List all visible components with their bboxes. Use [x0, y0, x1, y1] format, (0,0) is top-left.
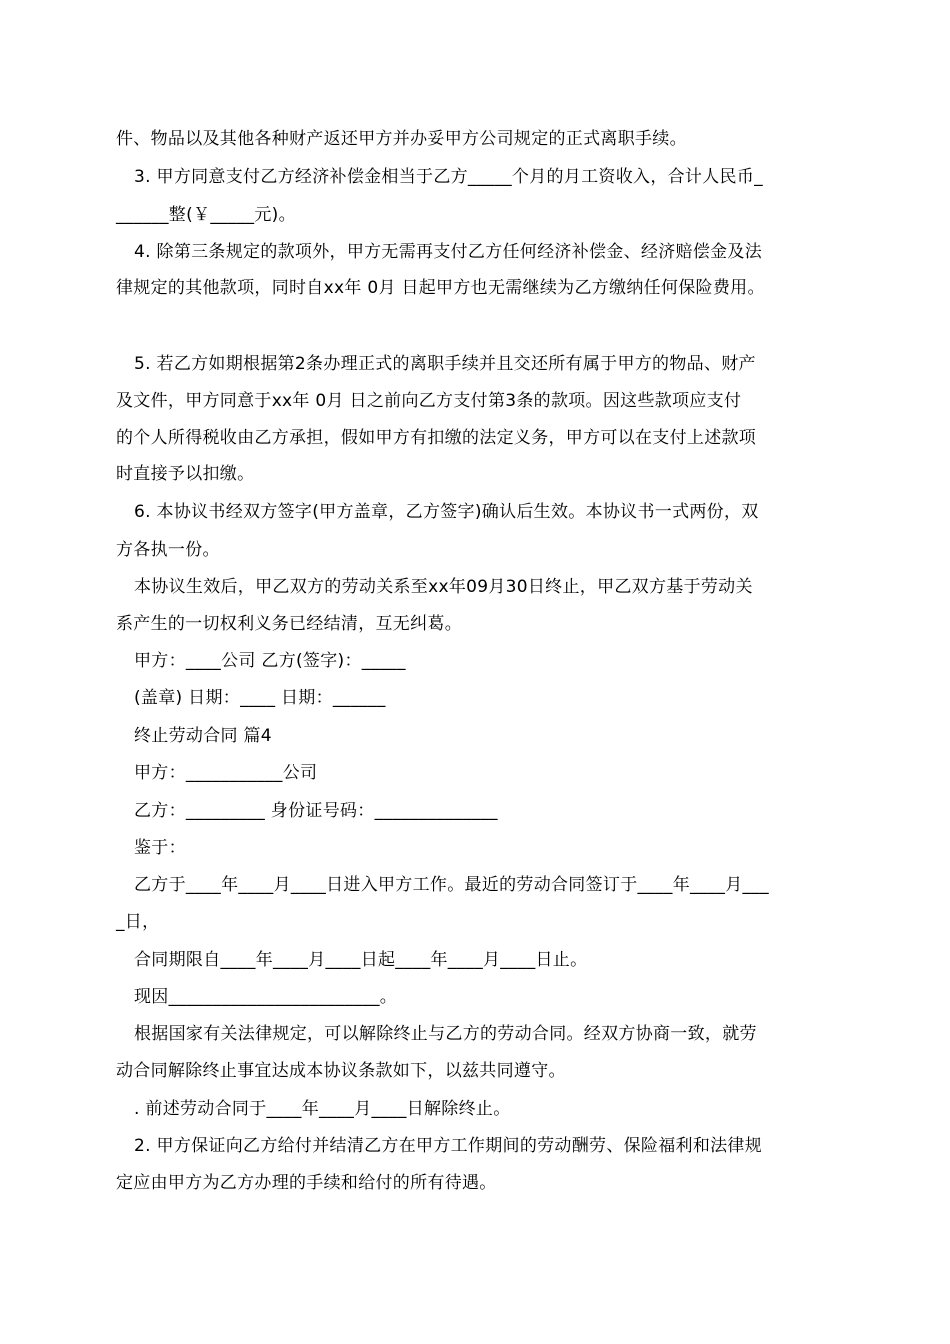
text-line: 方各执一份。 [116, 540, 220, 560]
text-line: ______整(￥_____元)。 [116, 205, 296, 225]
text-line: _日， [116, 912, 160, 932]
text-line: 鉴于： [134, 838, 186, 858]
text-line: 时直接予以扣缴。 [116, 464, 255, 484]
text-line: 定应由甲方为乙方办理的手续和给付的所有待遇。 [116, 1173, 497, 1193]
text-line: 现因________________________。 [134, 987, 398, 1007]
text-line: 乙方于____年____月____日进入甲方工作。最近的劳动合同签订于____年____月___ [134, 875, 769, 895]
section-heading: 终止劳动合同 篇4 [134, 726, 272, 746]
text-line: 及文件，甲方同意于xx年 0月 日之前向乙方支付第3条的款项。因这些款项应支付 [116, 391, 742, 411]
text-line: 合同期限自____年____月____日起____年____月____日止。 [134, 950, 588, 970]
text-line: 根据国家有关法律规定，可以解除终止与乙方的劳动合同。经双方协商一致，就劳 [134, 1024, 757, 1044]
text-line: (盖章) 日期：____ 日期：______ [134, 688, 386, 708]
text-line: 的个人所得税收由乙方承担，假如甲方有扣缴的法定义务，甲方可以在支付上述款项 [116, 428, 757, 448]
text-line: 4. 除第三条规定的款项外，甲方无需再支付乙方任何经济补偿金、经济赔偿金及法 [134, 242, 763, 262]
text-line: 3. 甲方同意支付乙方经济补偿金相当于乙方_____个月的月工资收入，合计人民币_ [134, 167, 763, 187]
text-line: 本协议生效后，甲乙双方的劳动关系至xx年09月30日终止，甲乙双方基于劳动关 [134, 577, 753, 597]
text-line: 件、物品以及其他各种财产返还甲方并办妥甲方公司规定的正式离职手续。 [116, 129, 687, 149]
text-line: 律规定的其他款项，同时自xx年 0月 日起甲方也无需继续为乙方缴纳任何保险费用。 [116, 278, 765, 298]
text-line: 2. 甲方保证向乙方给付并结清乙方在甲方工作期间的劳动酬劳、保险福利和法律规 [134, 1136, 763, 1156]
text-line: 乙方：_________ 身份证号码：______________ [134, 801, 498, 821]
text-line: 甲方：____公司 乙方(签字)：_____ [134, 651, 406, 671]
text-line: . 前述劳动合同于____年____月____日解除终止。 [134, 1099, 511, 1119]
text-line: 甲方：___________公司 [134, 763, 318, 783]
text-line: 系产生的一切权利义务已经结清，互无纠葛。 [116, 614, 462, 634]
text-line: 5. 若乙方如期根据第2条办理正式的离职手续并且交还所有属于甲方的物品、财产 [134, 354, 756, 374]
text-line: 动合同解除终止事宜达成本协议条款如下，以兹共同遵守。 [116, 1061, 566, 1081]
text-line: 6. 本协议书经双方签字(甲方盖章，乙方签字)确认后生效。本协议书一式两份，双 [134, 502, 759, 522]
